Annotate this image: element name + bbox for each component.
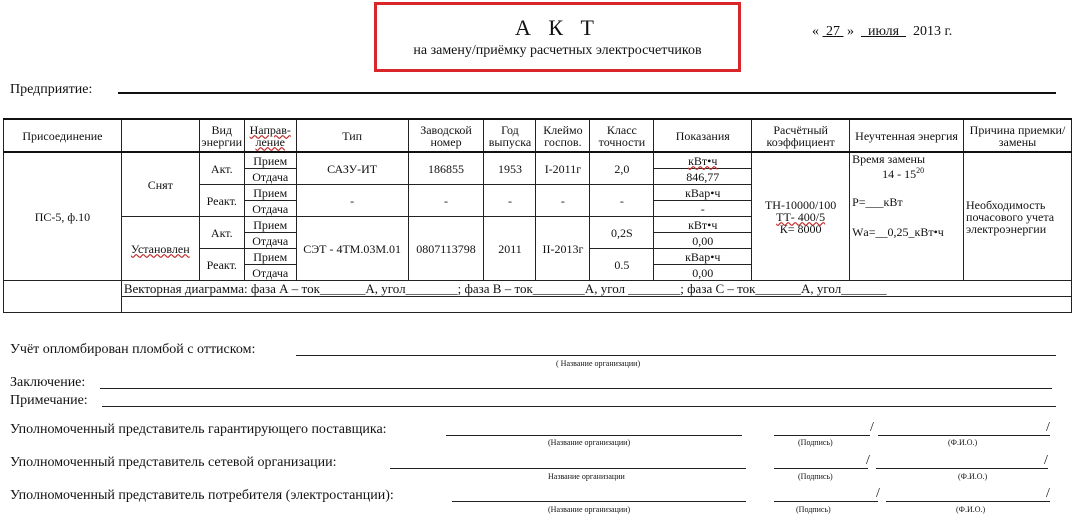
installed-reading-react: 0,00 bbox=[654, 265, 752, 281]
removed-react-serial: - bbox=[408, 185, 484, 217]
removed-serial: 186855 bbox=[408, 152, 484, 185]
supplier-org-field[interactable] bbox=[446, 435, 742, 436]
date-open-quote: « bbox=[812, 24, 819, 39]
vector-left-blank-2 bbox=[4, 297, 122, 313]
installed-serial: 0807113798 bbox=[408, 217, 484, 281]
network-rep-label: Уполномоченный представитель сетевой организации: bbox=[10, 455, 337, 470]
conclusion-label: Заключение: bbox=[10, 375, 86, 390]
header-accuracy: Класс точности bbox=[590, 119, 654, 152]
supplier-signature-hint: (Подпись) bbox=[798, 438, 833, 447]
installed-act-label: Акт. bbox=[199, 217, 244, 249]
removed-react-type: - bbox=[296, 185, 408, 217]
removed-unit-act: кВт•ч bbox=[654, 152, 752, 169]
enterprise-label: Предприятие: bbox=[10, 82, 93, 97]
act-title: А К Т bbox=[515, 15, 600, 40]
network-signature-field[interactable] bbox=[774, 468, 868, 469]
header-connection: Присоединение bbox=[4, 119, 122, 152]
consumer-org-hint: (Название организации) bbox=[548, 505, 631, 514]
vector-left-blank bbox=[4, 281, 122, 297]
act-title-box bbox=[374, 2, 741, 72]
coefficient-tn: ТН-10000/100 bbox=[764, 197, 837, 212]
supplier-org-hint: (Название организации) bbox=[548, 438, 631, 447]
consumer-signature-hint: (Подпись) bbox=[796, 505, 831, 514]
power-field: Р=___кВт bbox=[852, 195, 903, 209]
header-direction: Направ-ление bbox=[244, 119, 296, 152]
consumer-rep-label: Уполномоченный представитель потребителя (электростанции): bbox=[10, 488, 394, 503]
energy-field: Wа=__0,25_кВт•ч bbox=[852, 225, 944, 239]
installed-reading-act: 0,00 bbox=[654, 233, 752, 249]
network-signature-hint: (Подпись) bbox=[798, 472, 833, 481]
replacement-time-value: 14 - 15 bbox=[882, 167, 917, 181]
reason-cell: Необходимость почасового учета электроэнергии bbox=[964, 152, 1072, 281]
consumer-signature-field[interactable] bbox=[774, 501, 878, 502]
seal-field[interactable] bbox=[296, 355, 1056, 356]
note-label: Примечание: bbox=[10, 393, 88, 408]
header-empty bbox=[121, 119, 199, 152]
date-year: 2013 г. bbox=[913, 24, 953, 39]
seal-label: Учёт опломбирован пломбой с оттиском: bbox=[10, 342, 256, 357]
installed-accuracy-act: 0,2S bbox=[590, 217, 654, 249]
vector-diagram-row[interactable]: Векторная диаграмма: фаза А – ток_______А, угол________; фаза В – ток________А, угол ________; фаза С – ток_______А, угол_______ bbox=[121, 281, 1071, 297]
direction-send: Отдача bbox=[244, 169, 296, 185]
direction-receive: Прием bbox=[244, 249, 296, 265]
removed-act-label: Акт. bbox=[199, 152, 244, 185]
header-unaccounted: Неучтенная энергия bbox=[850, 119, 964, 152]
unaccounted-cell bbox=[850, 152, 964, 281]
installed-unit-act: кВт•ч bbox=[654, 217, 752, 233]
network-fio-field[interactable] bbox=[876, 468, 1048, 469]
removed-year: 1953 bbox=[484, 152, 536, 185]
header-reason: Причина приемки/замены bbox=[964, 119, 1072, 152]
direction-receive: Прием bbox=[244, 152, 296, 169]
direction-send: Отдача bbox=[244, 265, 296, 281]
consumer-org-field[interactable] bbox=[452, 501, 746, 502]
supplier-slash: / bbox=[870, 420, 874, 435]
coefficient-tt: ТТ- 400/5 bbox=[776, 209, 826, 224]
network-slash: / bbox=[866, 453, 870, 468]
removed-react-accuracy: - bbox=[590, 185, 654, 217]
header-energy-type: Вид энергии bbox=[199, 119, 244, 152]
date-month: июля bbox=[868, 24, 900, 39]
supplier-fio-field[interactable] bbox=[878, 435, 1050, 436]
vector-blank-row bbox=[121, 297, 1071, 313]
supplier-fio-hint: (Ф.И.О.) bbox=[948, 438, 978, 447]
installed-accuracy-react: 0.5 bbox=[590, 249, 654, 281]
date-close-quote: » bbox=[847, 24, 854, 39]
act-subtitle: на замену/приёмку расчетных электросчетчиков bbox=[413, 43, 702, 58]
date-day: 27 bbox=[826, 24, 840, 39]
installed-year: 2011 bbox=[484, 217, 536, 281]
removed-react-year: - bbox=[484, 185, 536, 217]
seal-org-hint: ( Название организации) bbox=[556, 359, 641, 368]
header-seal: Клеймо госпов. bbox=[536, 119, 590, 152]
supplier-slash-end: / bbox=[1046, 420, 1050, 435]
consumer-fio-hint: (Ф.И.О.) bbox=[956, 505, 986, 514]
installed-type: СЭТ - 4ТМ.03М.01 bbox=[296, 217, 408, 281]
removed-react-seal: - bbox=[536, 185, 590, 217]
act-date bbox=[812, 24, 952, 40]
consumer-slash: / bbox=[876, 486, 880, 501]
removed-reading-react: - bbox=[654, 201, 752, 217]
conclusion-field[interactable] bbox=[100, 388, 1052, 389]
network-slash-end: / bbox=[1044, 453, 1048, 468]
removed-label: Снят bbox=[121, 152, 199, 217]
header-year: Год выпуска bbox=[484, 119, 536, 152]
connection-cell: ПС-5, ф.10 bbox=[4, 152, 122, 281]
consumer-slash-end: / bbox=[1046, 486, 1050, 501]
direction-send: Отдача bbox=[244, 201, 296, 217]
note-field[interactable] bbox=[102, 406, 1056, 407]
header-type: Тип bbox=[296, 119, 408, 152]
installed-unit-react: кВар•ч bbox=[654, 249, 752, 265]
supplier-rep-label: Уполномоченный представитель гарантирующего поставщика: bbox=[10, 422, 387, 437]
removed-accuracy: 2,0 bbox=[590, 152, 654, 185]
header-serial: Заводской номер bbox=[408, 119, 484, 152]
consumer-fio-field[interactable] bbox=[886, 501, 1050, 502]
network-org-field[interactable] bbox=[390, 468, 746, 469]
removed-reading-act: 846,77 bbox=[654, 169, 752, 185]
coefficient-k: К= 8000 bbox=[779, 221, 822, 236]
direction-receive: Прием bbox=[244, 185, 296, 201]
coefficient-cell bbox=[752, 152, 850, 281]
removed-react-label: Реакт. bbox=[199, 185, 244, 217]
removed-seal: I-2011г bbox=[536, 152, 590, 185]
network-org-hint: Название организации bbox=[548, 472, 625, 481]
meters-table bbox=[3, 118, 1072, 313]
supplier-signature-field[interactable] bbox=[774, 435, 870, 436]
removed-unit-react: кВар•ч bbox=[654, 185, 752, 201]
header-coefficient: Расчётный коэффициент bbox=[752, 119, 850, 152]
enterprise-field[interactable] bbox=[118, 92, 1056, 94]
network-fio-hint: (Ф.И.О.) bbox=[958, 472, 988, 481]
installed-label: Установлен bbox=[121, 217, 199, 281]
header-readings: Показания bbox=[654, 119, 752, 152]
replacement-time-minutes: 20 bbox=[916, 166, 925, 175]
removed-type: САЗУ-ИТ bbox=[296, 152, 408, 185]
direction-receive: Прием bbox=[244, 217, 296, 233]
replacement-time-label: Время замены bbox=[852, 152, 926, 166]
installed-react-label: Реакт. bbox=[199, 249, 244, 281]
direction-send: Отдача bbox=[244, 233, 296, 249]
installed-seal: II-2013г bbox=[536, 217, 590, 281]
